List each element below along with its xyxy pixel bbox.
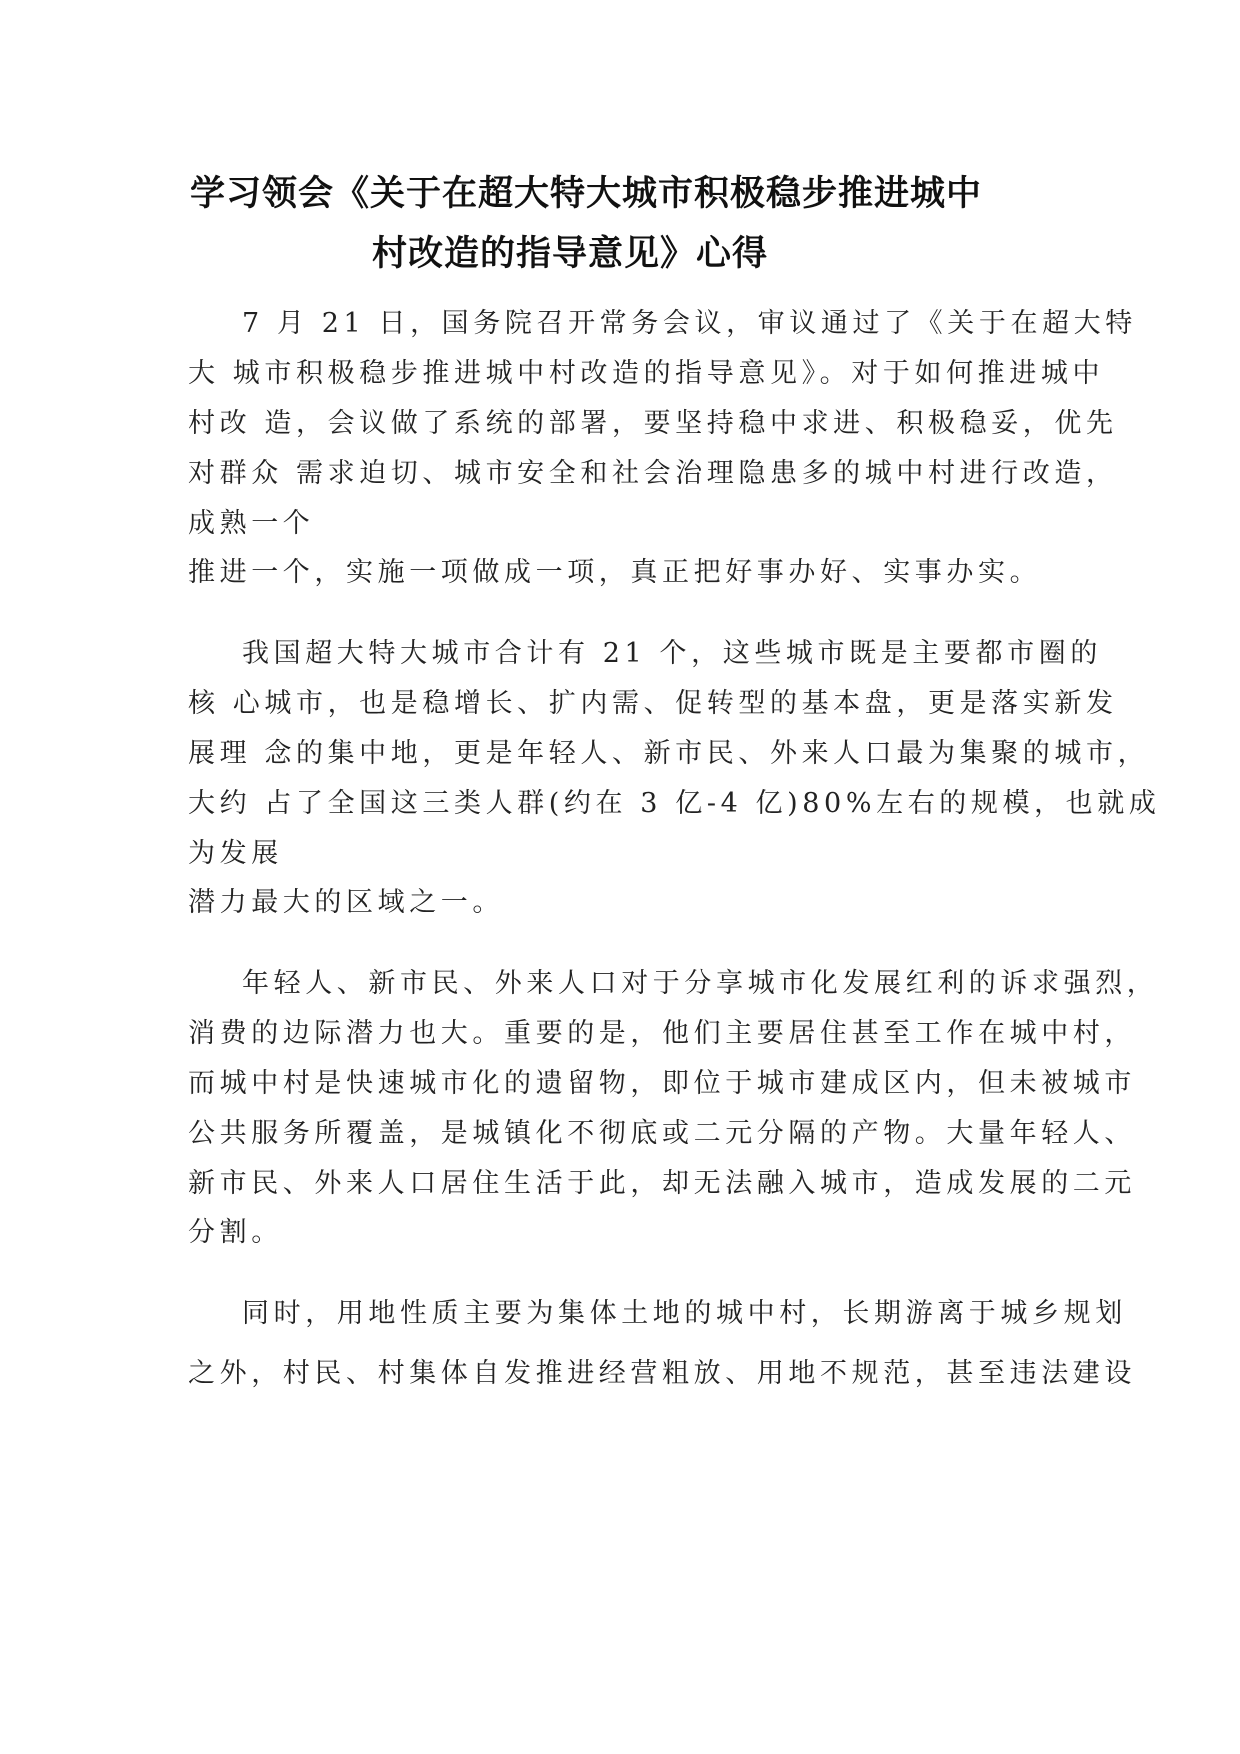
paragraph-line: 7 月 21 日，国务院召开常务会议，审议通过了《关于在超大特 xyxy=(242,308,1137,339)
paragraph-line: 同时，用地性质主要为集体土地的城中村，长期游离于城乡规划 xyxy=(242,1298,1127,1329)
paragraph-line: 成熟一个 xyxy=(188,508,315,539)
paragraph-line: 对群众 需求迫切、城市安全和社会治理隐患多的城中村进行改造， xyxy=(188,458,1118,489)
paragraph-line: 消费的边际潜力也大。重要的是，他们主要居住甚至工作在城中村， xyxy=(188,1018,1136,1049)
paragraph-line: 为发展 xyxy=(188,838,283,869)
paragraph-line: 而城中村是快速城市化的遗留物，即位于城市建成区内，但未被城市 xyxy=(188,1068,1136,1099)
paragraph-line: 推进一个，实施一项做成一项，真正把好事办好、实事办实。 xyxy=(188,557,1042,588)
paragraph-line: 核 心城市，也是稳增长、扩内需、促转型的基本盘，更是落实新发 xyxy=(188,688,1118,719)
paragraph-line: 潜力最大的区域之一。 xyxy=(188,887,504,918)
paragraph-line: 之外，村民、村集体自发推进经营粗放、用地不规范，甚至违法建设 xyxy=(188,1358,1136,1389)
paragraph-line: 年轻人、新市民、外来人口对于分享城市化发展红利的诉求强烈， xyxy=(242,968,1159,999)
document-title-line-1: 学习领会《关于在超大特大城市积极稳步推进城中 xyxy=(190,174,983,214)
paragraph-line: 新市民、外来人口居住生活于此，却无法融入城市，造成发展的二元 xyxy=(188,1168,1136,1199)
paragraph-line: 公共服务所覆盖，是城镇化不彻底或二元分隔的产物。大量年轻人、 xyxy=(188,1118,1136,1149)
paragraph-line: 大 城市积极稳步推进城中村改造的指导意见》。对于如何推进城中 xyxy=(188,358,1105,389)
document-title-line-2: 村改造的指导意见》心得 xyxy=(372,234,769,274)
paragraph-line: 我国超大特大城市合计有 21 个，这些城市既是主要都市圈的 xyxy=(242,638,1102,669)
paragraph-line: 分割。 xyxy=(188,1217,283,1248)
paragraph-line: 村改 造，会议做了系统的部署，要坚持稳中求进、积极稳妥，优先 xyxy=(188,408,1118,439)
paragraph-line: 展理 念的集中地，更是年轻人、新市民、外来人口最为集聚的城市， xyxy=(188,738,1150,769)
paragraph-line: 大约 占了全国这三类人群(约在 3 亿-4 亿)80%左右的规模，也就成 xyxy=(188,788,1161,819)
